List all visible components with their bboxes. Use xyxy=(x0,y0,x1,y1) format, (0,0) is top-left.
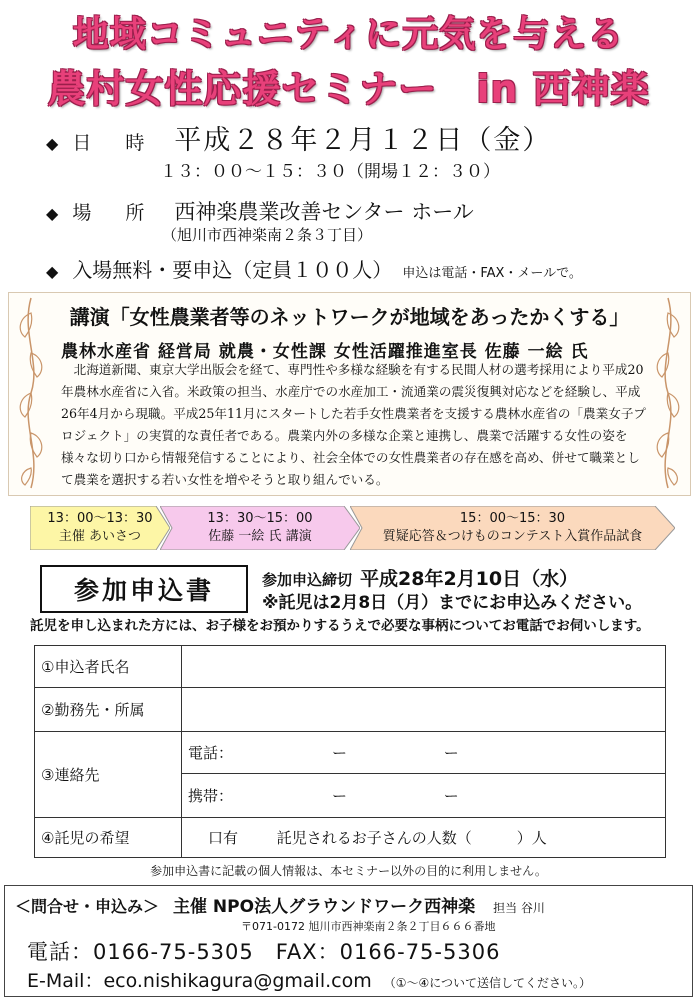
contact-heading-row xyxy=(15,892,545,917)
schedule-label: 主催 あいさつ xyxy=(58,529,142,544)
privacy-note: 参加申込書に記載の個人情報は、本セミナー以外の目的に利用しません。 xyxy=(150,864,547,878)
name-label: ①申込者氏名 xyxy=(35,646,182,688)
childcare-label: ④託児の希望 xyxy=(35,818,182,858)
email-row xyxy=(27,966,591,993)
schedule-label: 佐藤 一絵 氏 講演 xyxy=(208,529,312,544)
diamond-bullet-icon: ◆ xyxy=(46,204,59,223)
diamond-bullet-icon: ◆ xyxy=(46,134,59,153)
schedule-segment-opening xyxy=(30,506,170,550)
childcare-checkbox[interactable]: 口有 xyxy=(208,829,239,847)
phone-field[interactable] xyxy=(274,732,666,774)
childcare-field[interactable] xyxy=(182,818,666,858)
phone-fax: 電話：0166-75-5305 FAX：0166-75-5306 xyxy=(27,940,501,964)
admission-note: 申込は電話・FAX・メールで。 xyxy=(402,266,582,281)
date-label: 日 時 xyxy=(72,132,159,154)
mobile-dash: ー xyxy=(443,787,459,805)
deadline-date: 平成28年2月10日（水） xyxy=(360,568,579,590)
application-form-table xyxy=(34,645,666,858)
date-row xyxy=(46,118,551,157)
lecture-section xyxy=(8,292,691,496)
contact-label: ③連絡先 xyxy=(35,732,182,818)
venue-address: （旭川市西神楽南２条３丁目） xyxy=(162,226,373,244)
phone-label: 電話： xyxy=(182,732,275,774)
event-venue: 西神楽農業改善センター ホール xyxy=(174,200,474,224)
postal-address: 〒071-0172 旭川市西神楽南２条２丁目６６６番地 xyxy=(241,920,496,933)
mobile-field[interactable] xyxy=(274,774,666,818)
place-label: 場 所 xyxy=(72,202,159,224)
schedule-segment-qa xyxy=(350,506,675,550)
organizer: 主催 NPO法人グラウンドワーク西神楽 xyxy=(173,897,476,917)
event-time: １３：００～１５：３０（開場１２：３０） xyxy=(160,162,500,182)
phone-dash: ー xyxy=(332,744,348,762)
admission-text: 入場無料・要申込（定員１００人） xyxy=(72,258,393,282)
work-field[interactable] xyxy=(182,688,666,732)
schedule-time: 13：30～15：00 xyxy=(207,511,313,526)
mobile-label: 携帯： xyxy=(182,774,275,818)
title-line-2: 農村女性応援セミナー in 西神楽 xyxy=(47,67,650,111)
event-date: 平成２８年２月１２日（金） xyxy=(174,125,552,156)
schedule-time: 13：00～13：30 xyxy=(47,511,153,526)
deadline-label: 参加申込締切 xyxy=(262,571,353,589)
email-note: （①～④について送信してください。） xyxy=(383,976,591,990)
diamond-bullet-icon: ◆ xyxy=(46,262,59,281)
lecture-title: 講演「女性農業者等のネットワークが地域をあったかくする」 xyxy=(69,305,630,329)
contact-person: 担当 谷川 xyxy=(493,901,545,915)
contact-heading: ＜問合せ・申込み＞ xyxy=(15,897,160,916)
title-line-1: 地域コミュニティに元気を与える xyxy=(72,14,625,55)
place-row xyxy=(46,196,474,226)
email-address[interactable]: E-Mail：eco.nishikagura@gmail.com xyxy=(27,970,372,992)
mobile-dash: ー xyxy=(332,787,348,805)
application-form-heading: 参加申込書 xyxy=(40,565,248,613)
childcare-note: 託児を申し込まれた方には、お子様をお預かりするうえで必要な事柄についてお電話でお伺いします。 xyxy=(30,618,650,634)
schedule-time: 15：00～15：30 xyxy=(459,511,566,526)
schedule-segment-lecture xyxy=(160,506,360,550)
admission-row xyxy=(46,254,582,283)
work-label: ②勤務先・所属 xyxy=(35,688,182,732)
name-field[interactable] xyxy=(182,646,666,688)
childcare-deadline: ※託児は2月8日（月）までにお申込みください。 xyxy=(262,593,643,613)
contact-section xyxy=(4,885,693,997)
phone-dash: ー xyxy=(443,744,459,762)
lecture-speaker: 農林水産省 経営局 就農・女性課 女性活躍推進室長 佐藤 一絵 氏 xyxy=(61,342,589,362)
speaker-bio: 北海道新聞、東京大学出版会を経て、専門性や多様な経験を有する民間人材の選考採用により平成20年農林水産省に入省。米政策の担当、水産庁での水産加工・流通業の震災復興対応などを経験し、平成26年4月から現職。平成25年11月にスタートした若手女性農業者を支援する農林水産省の「農業女子プロジェクト」の実質的な責任者である。農業内外の多様な企業と連携し、農業で活躍する女性の姿を様々な切り口から情報発信することにより、社会全体での女性農業者の存在感を高め、併せて職業として農業を選択する若い女性を増やそうと取り組んでいる。 xyxy=(61,362,647,487)
application-deadline xyxy=(262,564,578,591)
schedule-bar xyxy=(30,506,675,550)
schedule-label: 質疑応答＆つけものコンテスト入賞作品試食 xyxy=(382,529,643,544)
children-count-field[interactable]: 託児されるお子さんの人数（ ）人 xyxy=(276,829,547,847)
